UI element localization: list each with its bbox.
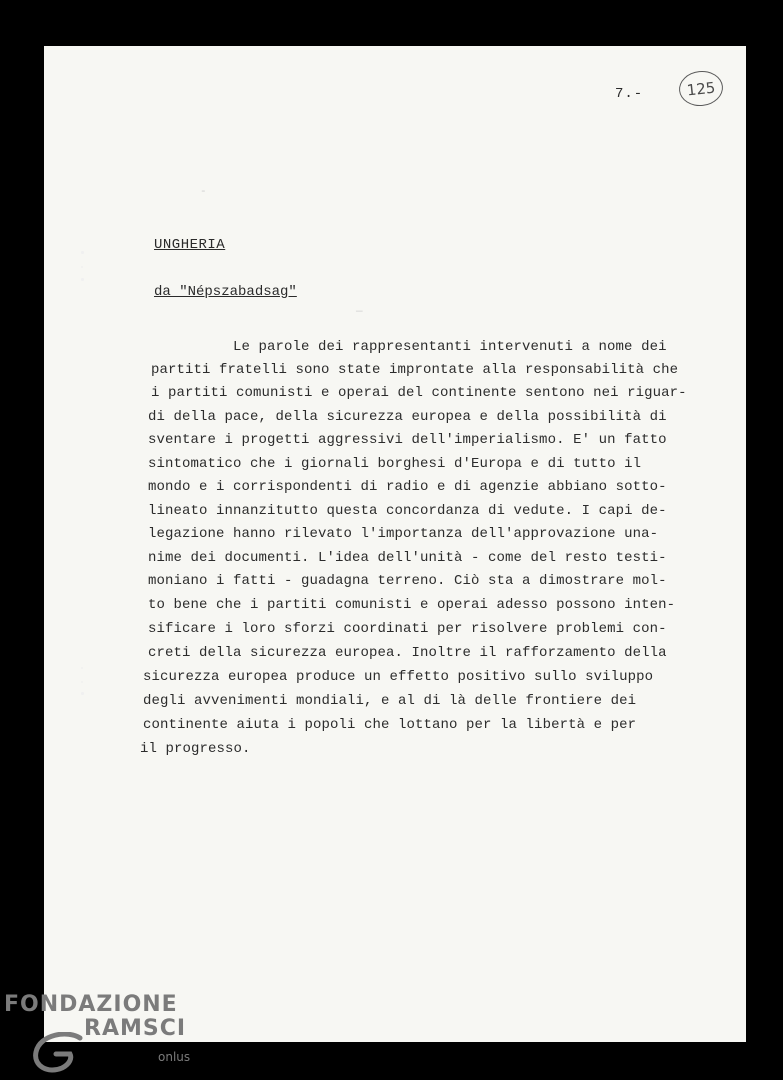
text-line: legazione hanno rilevato l'importanza dell'approvazione una- [148,526,659,542]
text-line: nime dei documenti. L'idea dell'unità - come del resto testi- [148,550,667,566]
text-line: continente aiuta i popoli che lottano per la libertà e per [143,717,637,733]
text-line: i partiti comunisti e operai del continente sentono nei riguar- [151,385,687,401]
margin-mark [81,667,83,669]
watermark-suffix: onlus [158,1050,191,1064]
text-line: degli avvenimenti mondiali, e al di là delle frontiere dei [143,693,637,709]
text-line: partiti fratelli sono state improntate alla responsabilità che [151,362,679,378]
article-source: da "Népszabadsag" [154,284,297,300]
watermark-g-icon [30,1032,86,1074]
watermark-line2: RAMSCI [84,1016,187,1041]
margin-mark [81,266,83,268]
text-line: Le parole dei rappresentanti intervenuti a nome dei [233,339,667,355]
text-line: sventare i progetti aggressivi dell'imperialismo. E' un fatto [148,432,667,448]
margin-mark [81,278,84,281]
stray-mark: - [200,186,207,198]
text-line: mondo e i corrispondenti di radio e di agenzie abbiano sotto- [148,479,667,495]
article-title: UNGHERIA [154,237,226,253]
text-line: moniano i fatti - guadagna terreno. Ciò sta a dimostrare mol- [148,573,667,589]
margin-mark [81,681,83,683]
margin-mark [81,692,84,695]
text-line: sificare i loro sforzi coordinati per risolvere problemi con- [148,621,667,637]
margin-mark [81,251,84,254]
text-line: di della pace, della sicurezza europea e della possibilità di [148,409,667,425]
text-line: creti della sicurezza europea. Inoltre il rafforzamento della [148,645,667,661]
text-line: to bene che i partiti comunisti e operai adesso possono inten- [148,597,676,613]
text-line: sicurezza europea produce un effetto positivo sullo sviluppo [143,669,654,685]
text-line: lineato innanzitutto questa concordanza di vedute. I capi de- [148,503,667,519]
document-page [44,46,746,1042]
watermark-line1: FONDAZIONE [4,992,178,1017]
stray-mark: — [356,306,363,318]
page-number: 7.- [615,86,644,102]
text-line: il progresso. [140,741,251,757]
text-line: sintomatico che i giornali borghesi d'Europa e di tutto il [148,456,642,472]
archive-stamp: 125 [677,69,724,108]
